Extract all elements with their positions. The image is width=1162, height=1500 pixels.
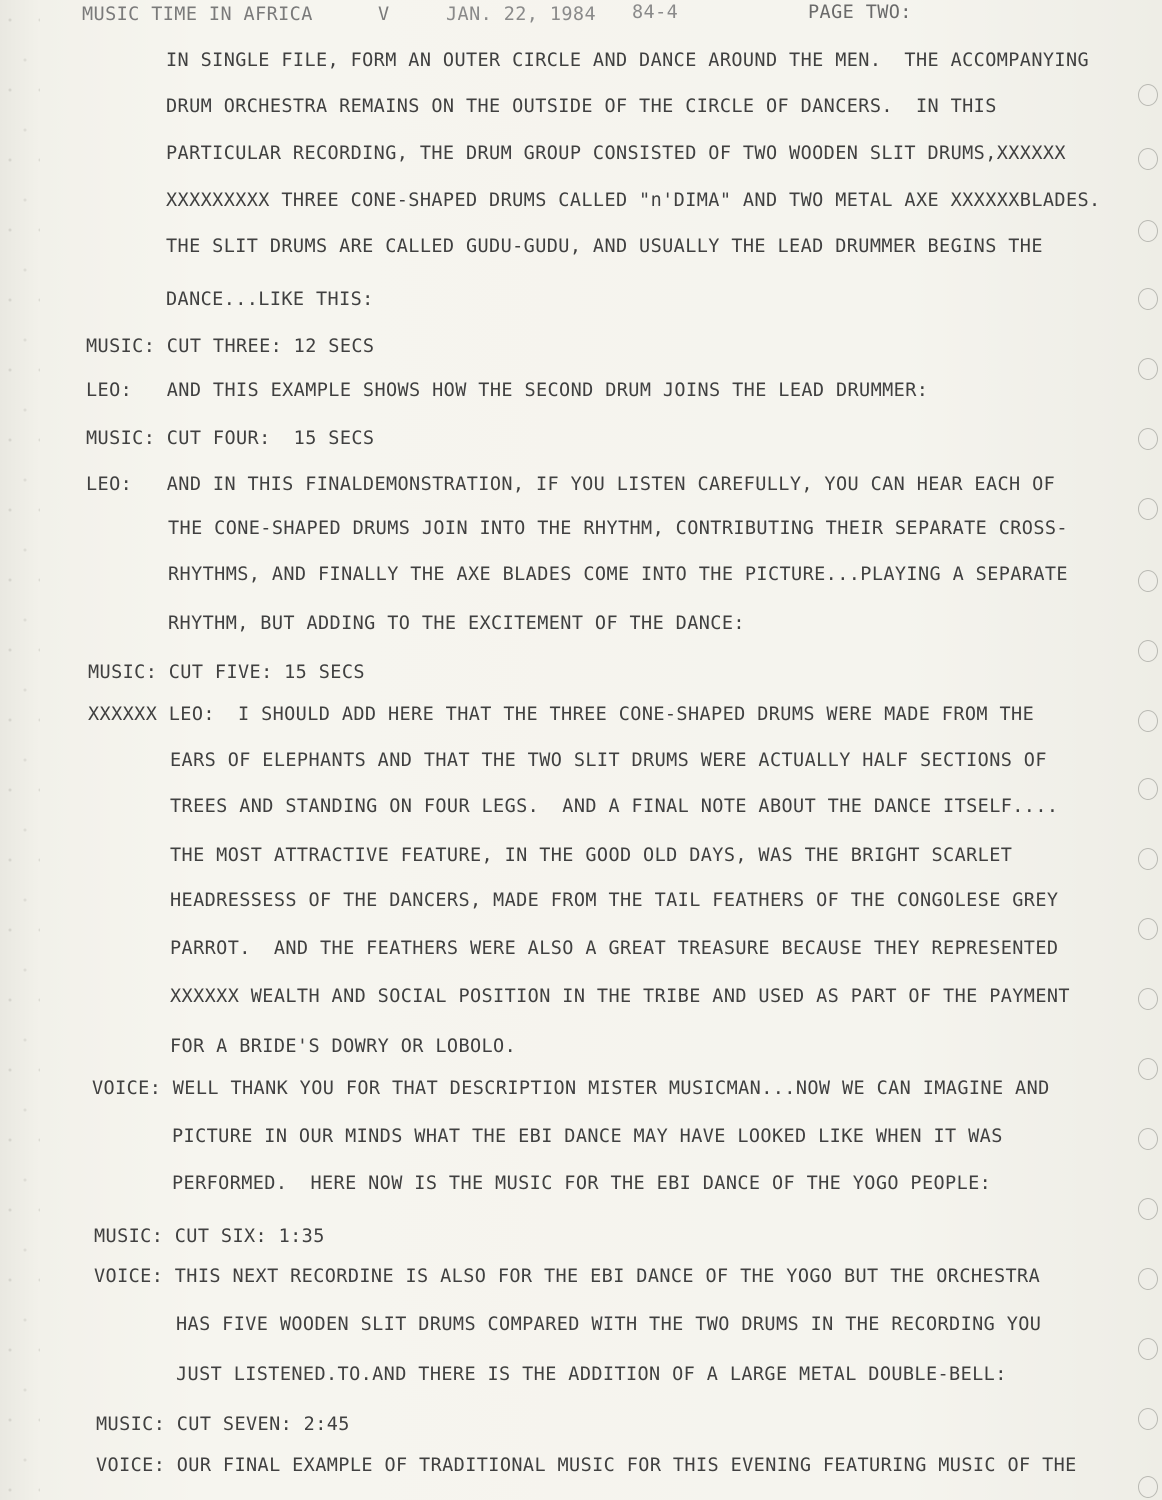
text-line: THE SLIT DRUMS ARE CALLED GUDU-GUDU, AND USUALLY THE LEAD DRUMMER BEGINS THE: [166, 236, 1043, 257]
punch-hole: [1138, 1476, 1158, 1498]
text-line: XXXXXXXXX THREE CONE-SHAPED DRUMS CALLED "n'DIMA" AND TWO METAL AXE XXXXXXBLADES.: [166, 190, 1101, 211]
punch-hole: [1138, 358, 1158, 380]
text-line: DRUM ORCHESTRA REMAINS ON THE OUTSIDE OF THE CIRCLE OF DANCERS. IN THIS: [166, 96, 997, 117]
text-line: THE MOST ATTRACTIVE FEATURE, IN THE GOOD OLD DAYS, WAS THE BRIGHT SCARLET: [170, 845, 1013, 866]
text-line: PARTICULAR RECORDING, THE DRUM GROUP CONSISTED OF TWO WOODEN SLIT DRUMS,XXXXXX: [166, 143, 1066, 164]
punch-hole: [1138, 498, 1158, 520]
text-line: HEADRESSESS OF THE DANCERS, MADE FROM THE TAIL FEATHERS OF THE CONGOLESE GREY: [170, 890, 1059, 911]
punch-hole: [1138, 84, 1158, 106]
punch-hole: [1138, 1268, 1158, 1290]
punch-hole: [1138, 988, 1158, 1010]
text-line: LEO: AND THIS EXAMPLE SHOWS HOW THE SECOND DRUM JOINS THE LEAD DRUMMER:: [86, 380, 929, 401]
text-line: MUSIC: CUT SEVEN: 2:45: [96, 1414, 350, 1435]
punch-hole: [1138, 778, 1158, 800]
punch-hole: [1138, 1338, 1158, 1360]
punch-hole: [1138, 918, 1158, 940]
text-line: RHYTHM, BUT ADDING TO THE EXCITEMENT OF THE DANCE:: [168, 613, 745, 634]
text-line: LEO: AND IN THIS FINALDEMONSTRATION, IF YOU LISTEN CAREFULLY, YOU CAN HEAR EACH OF: [86, 474, 1056, 495]
text-line: MUSIC: CUT FIVE: 15 SECS: [88, 662, 365, 683]
punch-hole: [1138, 1198, 1158, 1220]
text-line: TREES AND STANDING ON FOUR LEGS. AND A FINAL NOTE ABOUT THE DANCE ITSELF....: [170, 796, 1059, 817]
header-page: PAGE TWO:: [808, 2, 912, 23]
text-line: PARROT. AND THE FEATHERS WERE ALSO A GREAT TREASURE BECAUSE THEY REPRESENTED: [170, 938, 1059, 959]
punch-hole: [1138, 148, 1158, 170]
text-line: EARS OF ELEPHANTS AND THAT THE TWO SLIT DRUMS WERE ACTUALLY HALF SECTIONS OF: [170, 750, 1047, 771]
text-line: MUSIC: CUT FOUR: 15 SECS: [86, 428, 375, 449]
punch-hole: [1138, 848, 1158, 870]
text-line: IN SINGLE FILE, FORM AN OUTER CIRCLE AND DANCE AROUND THE MEN. THE ACCOMPANYING: [166, 50, 1090, 71]
punch-hole: [1138, 710, 1158, 732]
text-line: XXXXXX LEO: I SHOULD ADD HERE THAT THE THREE CONE-SHAPED DRUMS WERE MADE FROM THE: [88, 704, 1035, 725]
header-code: 84-4: [632, 2, 679, 23]
text-line: VOICE: WELL THANK YOU FOR THAT DESCRIPTION MISTER MUSICMAN...NOW WE CAN IMAGINE AND: [92, 1078, 1050, 1099]
text-line: FOR A BRIDE'S DOWRY OR LOBOLO.: [170, 1036, 517, 1057]
paper-edge: [0, 0, 40, 1500]
text-line: VOICE: THIS NEXT RECORDINE IS ALSO FOR THE EBI DANCE OF THE YOGO BUT THE ORCHESTRA: [94, 1266, 1041, 1287]
punch-hole: [1138, 288, 1158, 310]
text-line: DANCE...LIKE THIS:: [166, 289, 374, 310]
header-date: JAN. 22, 1984: [446, 4, 596, 25]
punch-hole: [1138, 428, 1158, 450]
text-line: JUST LISTENED.TO.AND THERE IS THE ADDITION OF A LARGE METAL DOUBLE-BELL:: [176, 1364, 1007, 1385]
text-line: THE CONE-SHAPED DRUMS JOIN INTO THE RHYTHM, CONTRIBUTING THEIR SEPARATE CROSS-: [168, 518, 1068, 539]
punch-hole: [1138, 1058, 1158, 1080]
text-line: PICTURE IN OUR MINDS WHAT THE EBI DANCE MAY HAVE LOOKED LIKE WHEN IT WAS: [172, 1126, 1003, 1147]
header-volume: V: [378, 4, 390, 25]
text-line: XXXXXX WEALTH AND SOCIAL POSITION IN THE TRIBE AND USED AS PART OF THE PAYMENT: [170, 986, 1070, 1007]
punch-hole: [1138, 640, 1158, 662]
punch-hole: [1138, 1128, 1158, 1150]
punch-hole: [1138, 220, 1158, 242]
text-line: MUSIC: CUT THREE: 12 SECS: [86, 336, 375, 357]
header-title: MUSIC TIME IN AFRICA: [82, 4, 313, 25]
punch-holes: [1136, 0, 1162, 1500]
text-line: PERFORMED. HERE NOW IS THE MUSIC FOR THE EBI DANCE OF THE YOGO PEOPLE:: [172, 1173, 992, 1194]
punch-hole: [1138, 1408, 1158, 1430]
text-line: MUSIC: CUT SIX: 1:35: [94, 1226, 325, 1247]
text-line: HAS FIVE WOODEN SLIT DRUMS COMPARED WITH THE TWO DRUMS IN THE RECORDING YOU: [176, 1314, 1042, 1335]
punch-hole: [1138, 570, 1158, 592]
text-line: VOICE: OUR FINAL EXAMPLE OF TRADITIONAL MUSIC FOR THIS EVENING FEATURING MUSIC OF THE: [96, 1455, 1077, 1476]
text-line: RHYTHMS, AND FINALLY THE AXE BLADES COME INTO THE PICTURE...PLAYING A SEPARATE: [168, 564, 1068, 585]
